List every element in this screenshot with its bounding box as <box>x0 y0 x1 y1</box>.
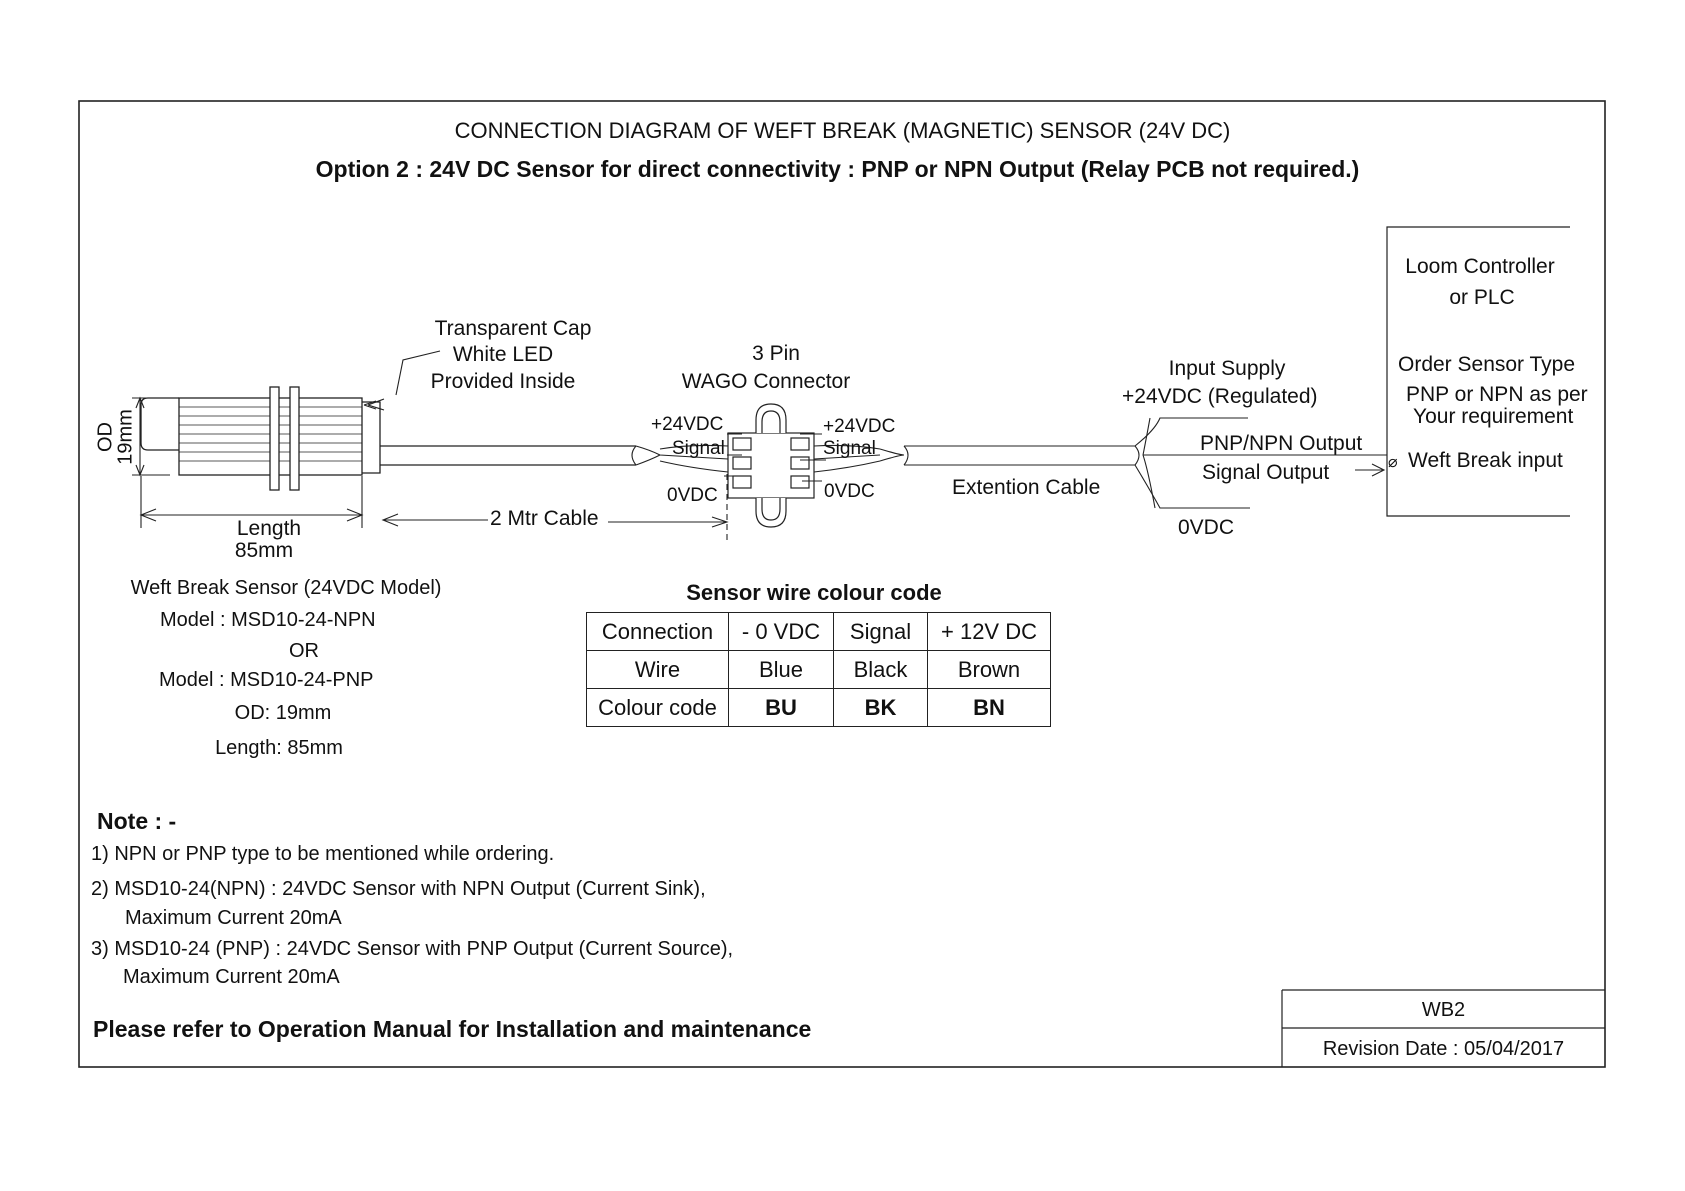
sensor-body <box>141 387 636 490</box>
revision-date: Revision Date : 05/04/2017 <box>1322 1038 1565 1060</box>
table-cell: Connection <box>587 613 729 651</box>
cap-label-3: Provided Inside <box>430 370 576 393</box>
diagram-subtitle: Option 2 : 24V DC Sensor for direct connectivity : PNP or NPN Output (Relay PCB not required.) <box>315 156 1360 182</box>
sensor-info-4: Model : MSD10-24-PNP <box>159 669 374 691</box>
notes-heading: Note : - <box>97 808 177 834</box>
order-sensor-type: Order Sensor Type <box>1398 353 1576 376</box>
drawing-code: WB2 <box>1421 999 1466 1021</box>
table-row <box>587 689 1051 727</box>
right-pin-0vdc: 0VDC <box>824 481 875 502</box>
signal-arrow <box>1355 464 1384 476</box>
cable-length-label: 2 Mtr Cable <box>490 507 599 530</box>
od-dimension <box>132 398 170 475</box>
left-pin-signal: Signal <box>672 438 725 459</box>
table-cell: BK <box>834 689 928 727</box>
table-cell: Colour code <box>587 689 729 727</box>
table-row <box>587 613 1051 651</box>
note-item-3b: Maximum Current 20mA <box>123 966 340 988</box>
input-supply-voltage: +24VDC (Regulated) <box>1122 385 1318 408</box>
sensor-info-6: Length: 85mm <box>215 737 343 759</box>
right-pin-plus24: +24VDC <box>823 416 896 437</box>
left-pin-0vdc: 0VDC <box>667 485 718 506</box>
controller-title-1: Loom Controller <box>1405 255 1555 278</box>
od-label: OD <box>94 422 117 452</box>
diagram-title: CONNECTION DIAGRAM OF WEFT BREAK (MAGNETIC) SENSOR (24V DC) <box>454 118 1231 143</box>
table-cell: BU <box>729 689 834 727</box>
table-cell: Signal <box>834 613 928 651</box>
sensor-info-5: OD: 19mm <box>234 702 332 724</box>
cap-label-2: White LED <box>452 343 554 366</box>
sensor-info-3: OR <box>289 640 319 662</box>
output-type-label: PNP/NPN Output <box>1200 432 1363 455</box>
table-cell: Black <box>834 651 928 689</box>
od-value: 19mm <box>114 409 137 465</box>
input-symbol: ⌀ <box>1388 454 1398 471</box>
sensor-info-2: Model : MSD10-24-NPN <box>160 609 376 631</box>
table-cell: + 12V DC <box>928 613 1051 651</box>
note-item-2b: Maximum Current 20mA <box>125 907 342 929</box>
zero-vdc-label: 0VDC <box>1178 516 1235 539</box>
wago-connector <box>728 404 814 527</box>
connector-title-2: WAGO Connector <box>681 370 851 393</box>
table-cell: BN <box>928 689 1051 727</box>
cap-leader-arrow <box>368 399 384 410</box>
table-cell: Brown <box>928 651 1051 689</box>
length-label: Length <box>236 517 302 540</box>
table-cell: Blue <box>729 651 834 689</box>
connector-title-1: 3 Pin <box>752 342 800 365</box>
extension-cable-label: Extention Cable <box>952 476 1101 499</box>
table-row <box>587 651 1051 689</box>
order-pnp-npn: PNP or NPN as per <box>1406 383 1588 406</box>
cap-label-1: Transparent Cap <box>434 317 592 340</box>
colour-table-title: Sensor wire colour code <box>686 580 942 605</box>
colour-table <box>586 612 1051 727</box>
controller-title-2: or PLC <box>1449 286 1515 309</box>
note-item-1: 1) NPN or PNP type to be mentioned while ordering. <box>91 843 555 865</box>
table-cell: - 0 VDC <box>729 613 834 651</box>
manual-reference: Please refer to Operation Manual for Installation and maintenance <box>93 1016 812 1042</box>
note-item-2: 2) MSD10-24(NPN) : 24VDC Sensor with NPN Output (Current Sink), <box>91 878 706 900</box>
order-requirement: Your requirement <box>1413 405 1574 428</box>
sensor-info-1: Weft Break Sensor (24VDC Model) <box>130 577 442 599</box>
right-pin-signal: Signal <box>823 438 876 459</box>
table-cell: Wire <box>587 651 729 689</box>
signal-output-label: Signal Output <box>1202 461 1330 484</box>
left-pin-plus24: +24VDC <box>651 414 724 435</box>
weft-break-input-label: Weft Break input <box>1408 449 1563 472</box>
length-value: 85mm <box>234 539 294 562</box>
note-item-3: 3) MSD10-24 (PNP) : 24VDC Sensor with PNP Output (Current Source), <box>91 938 734 960</box>
input-supply-label: Input Supply <box>1168 357 1286 380</box>
